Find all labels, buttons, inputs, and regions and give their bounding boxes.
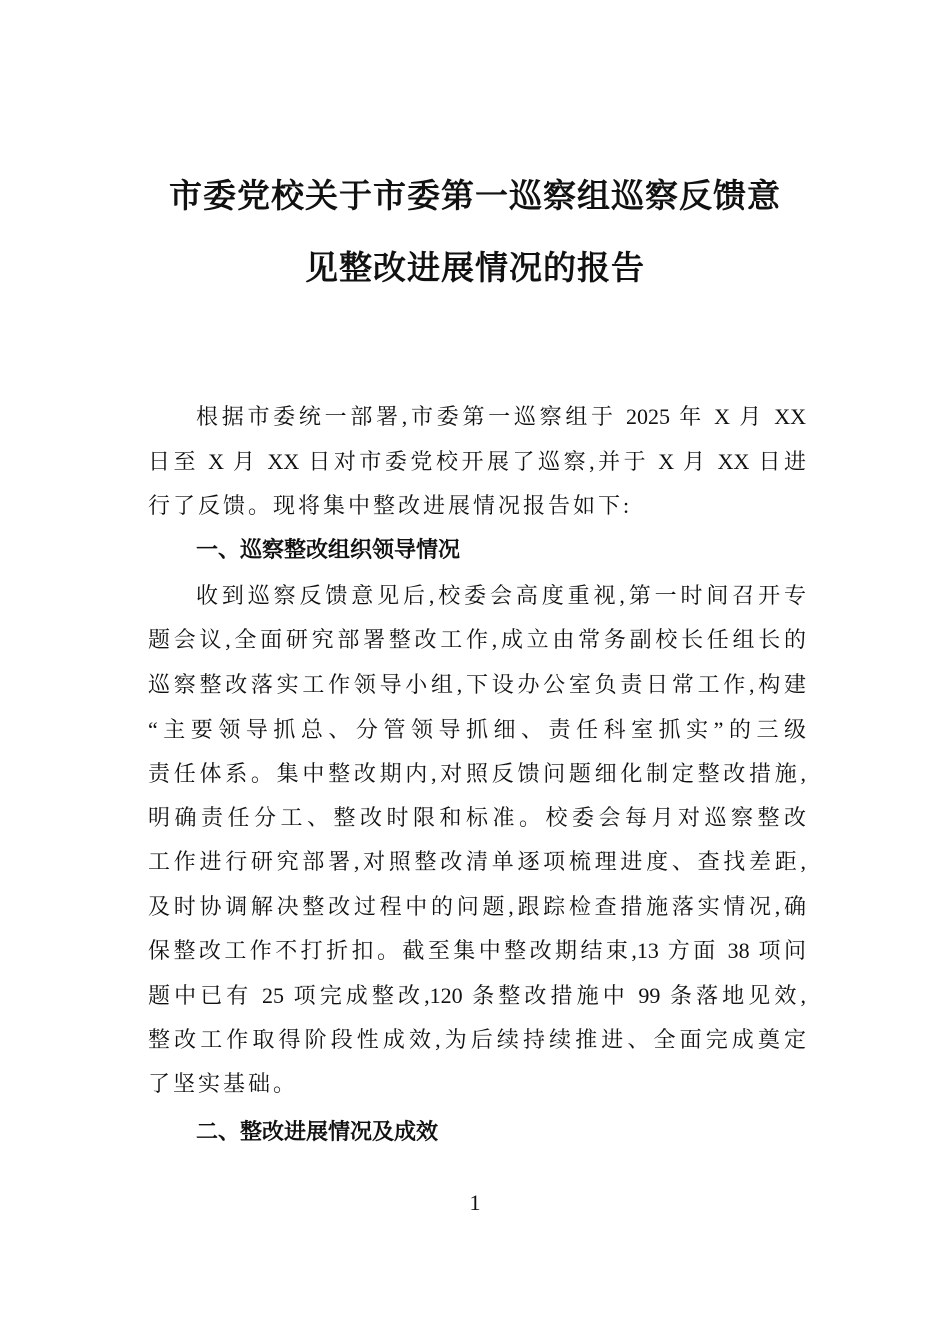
- intro-line: 行了反馈。现将集中整改进展情况报告如下:: [148, 493, 633, 518]
- body-line: 了坚实基础。: [148, 1071, 299, 1096]
- body-line: 题会议,全面研究部署整改工作,成立由常务副校长任组长的: [148, 627, 806, 652]
- body-line: 工作进行研究部署,对照整改清单逐项梳理进度、查找差距,: [148, 849, 806, 874]
- body-line: 整改工作取得阶段性成效,为后续持续推进、全面完成奠定: [148, 1027, 806, 1052]
- body-line: 巡察整改落实工作领导小组,下设办公室负责日常工作,构建: [148, 672, 806, 697]
- intro-line: 日至 X 月 XX 日对市委党校开展了巡察,并于 X 月 XX 日进: [148, 449, 806, 474]
- body-line: 题中已有 25 项完成整改,120 条整改措施中 99 条落地见效,: [148, 983, 806, 1008]
- body-line: 责任体系。集中整改期内,对照反馈问题细化制定整改措施,: [148, 761, 806, 786]
- body-line: “主要领导抓总、分管领导抓细、责任科室抓实”的三级: [148, 717, 806, 742]
- body-line: 明确责任分工、整改时限和标准。校委会每月对巡察整改: [148, 805, 806, 830]
- document-title-line-1: 市委党校关于市委第一巡察组巡察反馈意: [169, 176, 781, 215]
- section-1-heading: 一、巡察整改组织领导情况: [196, 538, 461, 563]
- body-line: 保整改工作不打折扣。截至集中整改期结束,13 方面 38 项问: [148, 938, 806, 963]
- intro-line: 根据市委统一部署,市委第一巡察组于 2025 年 X 月 XX: [196, 404, 806, 429]
- body-line: 及时协调解决整改过程中的问题,跟踪检查措施落实情况,确: [148, 894, 806, 919]
- body-line: 收到巡察反馈意见后,校委会高度重视,第一时间召开专: [196, 583, 806, 608]
- document-title-line-2: 见整改进展情况的报告: [305, 248, 645, 287]
- section-2-heading: 二、整改进展情况及成效: [196, 1120, 439, 1145]
- page-number: 1: [469, 1190, 481, 1215]
